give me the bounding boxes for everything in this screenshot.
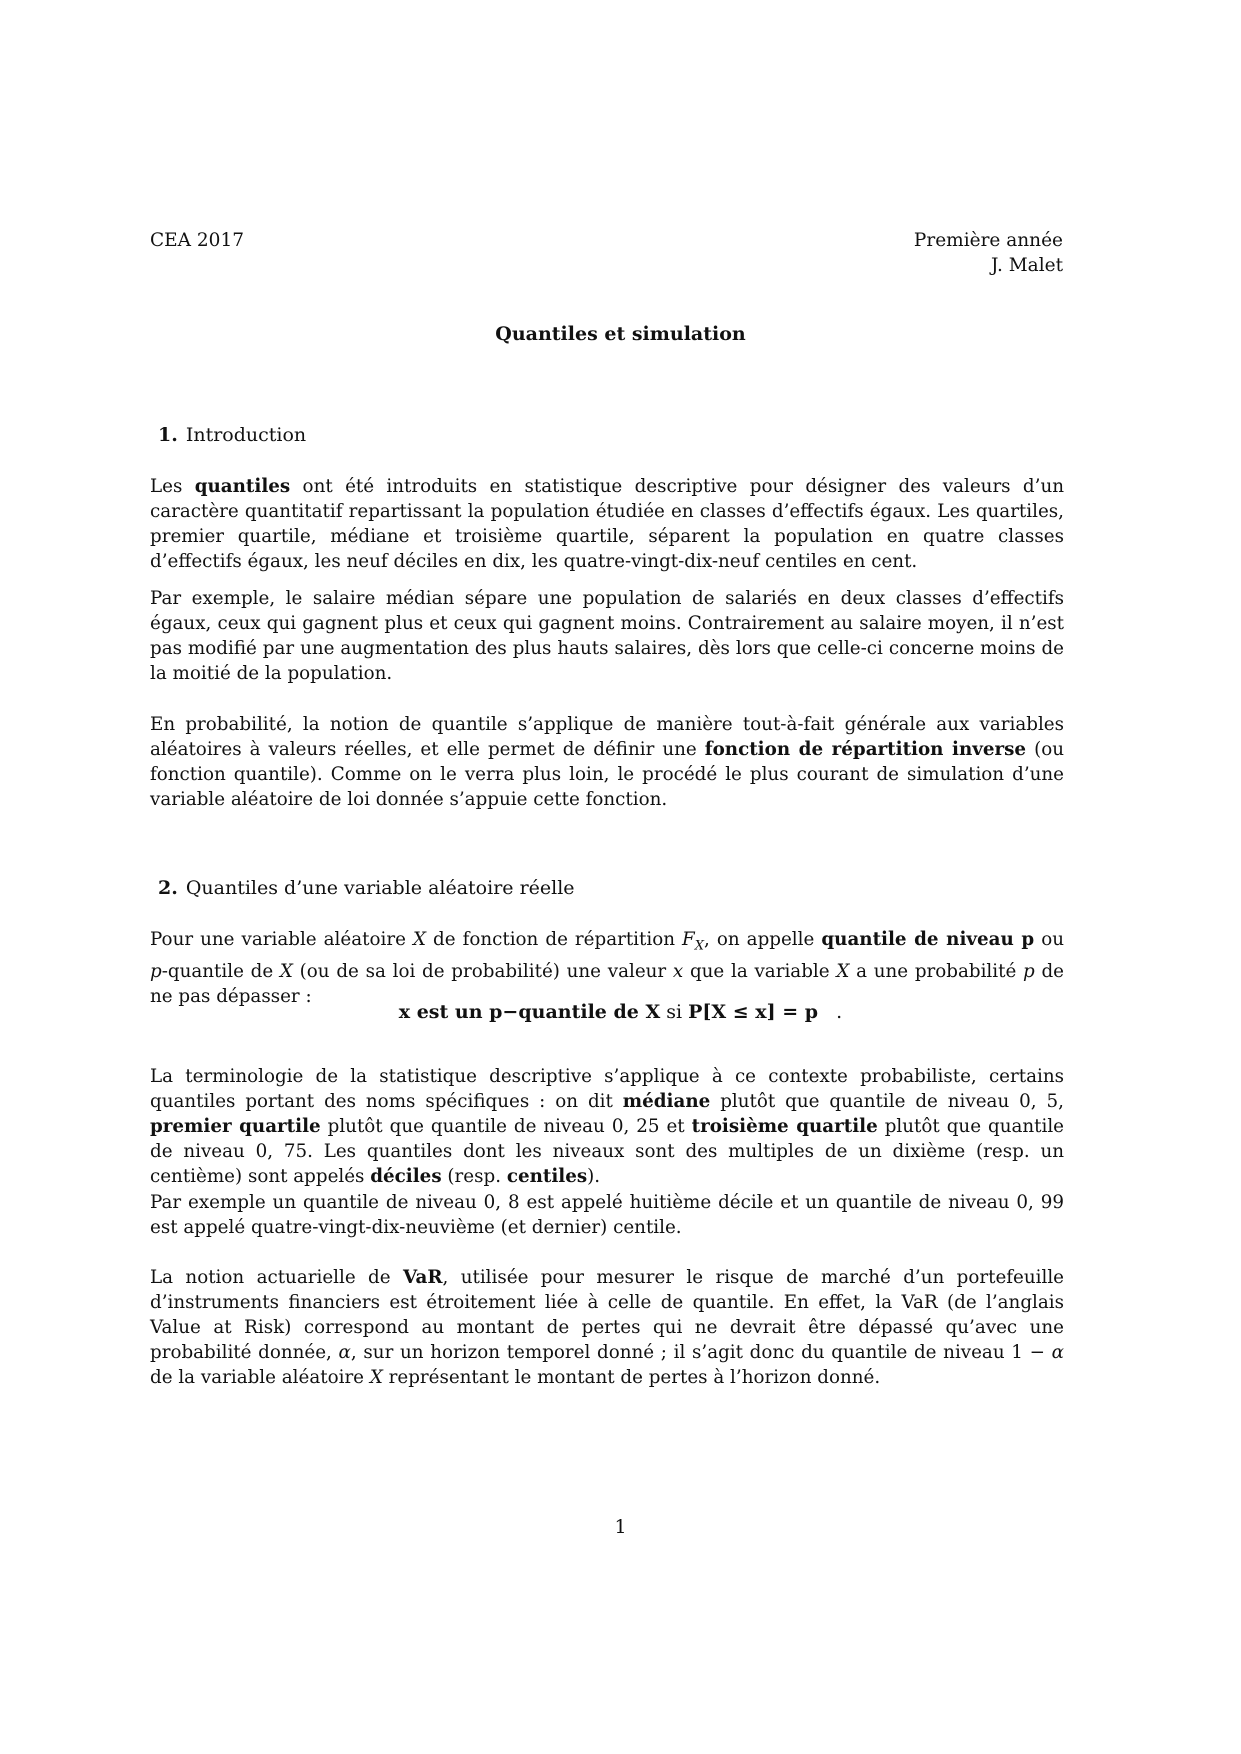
term-quantile-level-p: quantile de niveau p: [821, 929, 1035, 950]
paragraph-definition: Pour une variable aléatoire X de fonction de répartition $F_X$, on appelle quantile de niveau p ou p-quantile de X (ou de sa loi de probabilité) une valeur x que la variable X a une probabilité p de ne pas dépasser :: [150, 929, 1064, 1007]
header-left: CEA 2017: [150, 230, 244, 251]
paragraph-terminology: La terminologie de la statistique descriptive s’applique à ce contexte probabiliste, certains quantiles portant des noms spécifiques : on dit médiane plutôt que quantile de niveau 0, 5, premier quartile plutôt que quantile de niveau 0, 25 et troisième quartile plutôt que quantile de niveau 0, 75. Les quantiles dont les niveaux sont des multiples de un dixième (resp. un centième) sont appelés déciles (resp. centiles).: [150, 1066, 1064, 1187]
section-heading-2: [158, 877, 575, 899]
term-premier-quartile: premier quartile: [150, 1116, 321, 1137]
section-heading-1: [158, 424, 306, 446]
term-deciles: déciles: [370, 1166, 442, 1187]
paragraph-var: La notion actuarielle de VaR, utilisée pour mesurer le risque de marché d’un portefeuille d’instruments financiers est étroitement liée à celle de quantile. En effet, la VaR (de l’anglais Value at Risk) correspond au montant de pertes qui ne devrait être dépassé qu’avec une probabilité donnée, α, sur un horizon temporel donné ; il s’agit donc du quantile de niveau 1 − α de la variable aléatoire X représentant le montant de pertes à l’horizon donné.: [150, 1267, 1065, 1388]
paragraph-quantiles-intro: Les quantiles ont été introduits en statistique descriptive pour désigner des valeurs d’un caractère quantitatif repartissant la population étudiée en classes d’effectifs égaux. Les quartiles, premier quartile, médiane et troisième quartile, séparent la population en quatre classes d’effectifs égaux, les neuf déciles en dix, les quatre-vingt-dix-neuf centiles en cent.: [150, 476, 1064, 572]
header-right-line1: Première année: [913, 230, 1063, 251]
section-number: 1.: [158, 424, 178, 446]
term-inverse-cdf: fonction de répartition inverse: [704, 739, 1027, 760]
term-centiles: centiles: [506, 1166, 588, 1187]
term-var: VaR: [402, 1267, 443, 1288]
section-number: 2.: [158, 877, 178, 899]
term-quantiles: quantiles: [194, 476, 291, 497]
term-mediane: médiane: [622, 1091, 711, 1112]
term-troisieme-quartile: troisième quartile: [691, 1116, 878, 1137]
section-title: Quantiles d’une variable aléatoire réelle: [185, 877, 575, 899]
paragraph-probability: En probabilité, la notion de quantile s’applique de manière tout-à-fait générale aux variables aléatoires à valeurs réelles, et elle permet de définir une fonction de répartition inverse (ou fonction quantile). Comme on le verra plus loin, le procédé le plus courant de simulation d’une variable aléatoire de loi donnée s’appuie cette fonction.: [150, 714, 1064, 810]
quantile-formula: x est un p−quantile de X si P[X ≤ x] = p .: [398, 1001, 843, 1023]
page-number: 1: [614, 1516, 627, 1538]
header-right-line2: J. Malet: [990, 255, 1063, 276]
section-title: Introduction: [185, 424, 307, 446]
header-right: [914, 228, 1063, 278]
document-title: Quantiles et simulation: [495, 323, 746, 345]
paragraph-example: Par exemple un quantile de niveau 0, 8 est appelé huitième décile et un quantile de niveau 0, 99 est appelé quatre-vingt-dix-neuvième (et dernier) centile.: [150, 1192, 1064, 1238]
paragraph-median-salary: Par exemple, le salaire médian sépare une population de salariés en deux classes d’effectifs égaux, ceux qui gagnent plus et ceux qui gagnent moins. Contrairement au salaire moyen, il n’est pas modifié par une augmentation des plus hauts salaires, dès lors que celle-ci concerne moins de la moitié de la population.: [150, 588, 1064, 684]
